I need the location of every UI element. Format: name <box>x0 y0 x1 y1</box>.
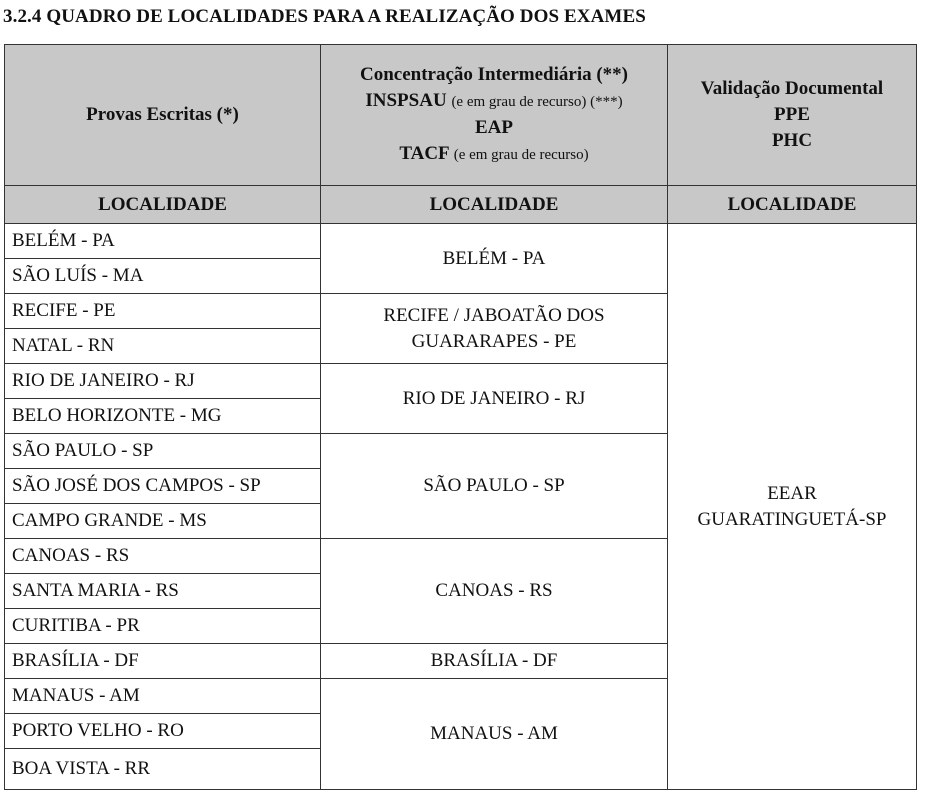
table-cell: PORTO VELHO - RO <box>5 714 321 749</box>
table-cell: CURITIBA - PR <box>5 609 321 644</box>
header-locality-3: LOCALIDADE <box>668 186 917 224</box>
header-written-tests: Provas Escritas (*) <box>5 45 321 186</box>
table-cell: SÃO PAULO - SP <box>5 434 321 469</box>
header-document-validation: Validação Documental PPE PHC <box>668 45 917 186</box>
group-cell: RECIFE / JABOATÃO DOS GUARARAPES - PE <box>321 294 668 364</box>
table-cell: RIO DE JANEIRO - RJ <box>5 364 321 399</box>
group-cell: RIO DE JANEIRO - RJ <box>321 364 668 434</box>
table-cell: SANTA MARIA - RS <box>5 574 321 609</box>
table-cell: CAMPO GRANDE - MS <box>5 504 321 539</box>
table-cell: MANAUS - AM <box>5 679 321 714</box>
table-cell: BOA VISTA - RR <box>5 749 321 790</box>
group-cell: MANAUS - AM <box>321 679 668 790</box>
header-intermediate: Concentração Intermediária (**) INSPSAU (e em grau de recurso) (***) EAP TACF (e em grau de recurso) <box>321 45 668 186</box>
group-cell: SÃO PAULO - SP <box>321 434 668 539</box>
validation-location-cell: EEAR GUARATINGUETÁ-SP <box>668 224 917 790</box>
table-cell: BRASÍLIA - DF <box>5 644 321 679</box>
group-cell: BELÉM - PA <box>321 224 668 294</box>
table-cell: SÃO JOSÉ DOS CAMPOS - SP <box>5 469 321 504</box>
table-cell: BELÉM - PA <box>5 224 321 259</box>
table-cell: BELO HORIZONTE - MG <box>5 399 321 434</box>
section-title: 3.2.4 QUADRO DE LOCALIDADES PARA A REALIZAÇÃO DOS EXAMES <box>3 6 646 27</box>
table-cell: RECIFE - PE <box>5 294 321 329</box>
header-locality-1: LOCALIDADE <box>5 186 321 224</box>
locations-table <box>4 44 917 790</box>
group-cell: BRASÍLIA - DF <box>321 644 668 679</box>
table-cell: NATAL - RN <box>5 329 321 364</box>
header-locality-2: LOCALIDADE <box>321 186 668 224</box>
table-cell: SÃO LUÍS - MA <box>5 259 321 294</box>
group-cell: CANOAS - RS <box>321 539 668 644</box>
table-cell: CANOAS - RS <box>5 539 321 574</box>
